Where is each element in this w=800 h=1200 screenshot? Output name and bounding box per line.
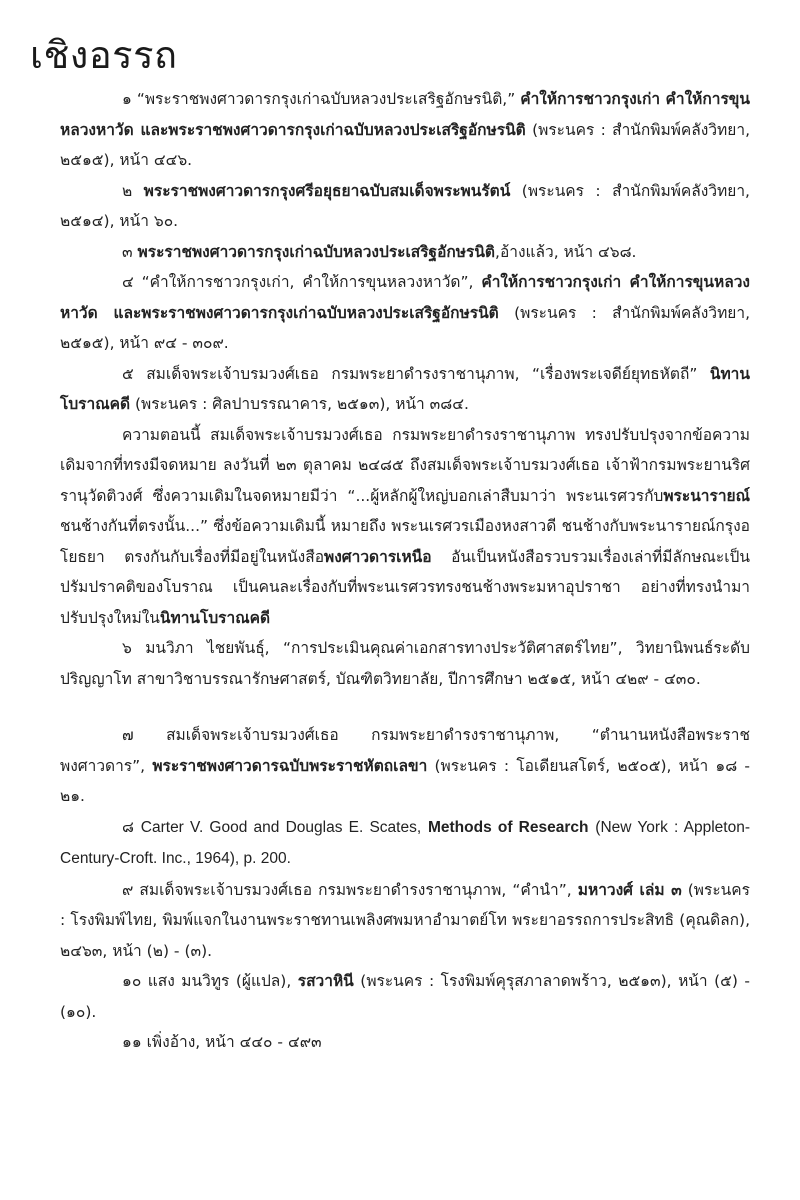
footnote-publication: (พระนคร : สำนักพิมพ์คลังวิทยา, ๒๕๑๕), หน้า ๙๔ - ๓๐๙. [60,303,750,352]
footnote-number: ๘ [122,817,134,836]
footnote-publication: (พระนคร : โรงพิมพ์ไทย, พิมพ์แจกในงานพระราชทานเพลิงศพมหาอำมาตย์โท พระยาอรรถการประสิทธิ (คุณดิลก), ๒๔๖๓, หน้า (๒) - (๓). [60,880,750,960]
footnote-11 [60,1027,750,1058]
footnote-publication: (พระนคร : สำนักพิมพ์คลังวิทยา, ๒๕๑๕), หน้า ๔๔๖. [60,120,750,169]
commentary-bold-a: พระนารายณ์ [663,486,750,505]
footnote-book-title: คำให้การชาวกรุงเก่า คำให้การขุนหลวงหาวัด และพระราชพงศาวดารกรุงเก่าฉบับหลวงประเสริฐอักษรนิติ [60,90,750,139]
footnote-9 [60,875,750,967]
footnote-3 [60,237,750,268]
footnote-author: สมเด็จพระเจ้าบรมวงศ์เธอ กรมพระยาดำรงราชานุภาพ, [146,364,520,383]
footnote-number: ๑ [122,90,132,108]
footnote-publication: (พระนคร : โรงพิมพ์คุรุสภาลาดพร้าว, ๒๕๑๓), หน้า (๕) - (๑๐). [60,972,750,1021]
footnote-7 [60,720,750,812]
footnote-book-title: Methods of Research [427,818,589,836]
footnote-number: ๒ [122,181,133,200]
footnote-text: เพิ่งอ้าง, หน้า ๔๔๐ - ๔๙๓ [146,1033,322,1051]
footnote-author: มนวิภา ไชยพันธุ์, [145,639,270,657]
footnote-book-title: นิทานโบราณคดี [60,364,750,413]
footnote-6 [60,633,750,694]
footnote-5-commentary [60,420,750,634]
footnote-publication: (New York : Appleton-Century-Croft. Inc., 1964), p. 200. [60,818,750,867]
footnote-number: ๙ [122,880,134,899]
footnote-number: ๔ [122,273,134,291]
footnotes-list [60,84,750,1058]
footnote-4 [60,267,750,359]
footnote-publication: วิทยานิพนธ์ระดับปริญญาโท สาขาวิชาบรรณารักษศาสตร์, บัณฑิตวิทยาลัย, ปีการศึกษา ๒๕๑๕, หน้า ๔๒๙ - ๔๓๐. [60,639,750,688]
footnote-article-quote: “คำนำ”, [512,880,572,899]
footnote-publication: (พระนคร : ศิลปาบรรณาคาร, ๒๕๑๓), หน้า ๓๘๔. [134,395,469,413]
footnote-8 [60,812,750,875]
footnote-publication: (พระนคร : โอเดียนสโตร์, ๒๕๐๕), หน้า ๑๘ - ๒๑. [60,756,750,805]
commentary-text-c: อันเป็นหนังสือรวบรวมเรื่องเล่าที่มีลักษณะเป็นปรัมปราคติของโบราณ เป็นคนละเรื่องกับที่พระนเรศวรทรงชนช้างพระมหาอุปราชา อย่างที่ทรงนำมาปรับปรุงใหม่ใน [60,547,750,627]
section-gap [60,694,750,720]
page-title: เชิงอรรถ [30,33,178,77]
commentary-bold-b: พงศาวดารเหนือ [324,547,432,566]
footnote-publication: ,อ้างแล้ว, หน้า ๔๖๘. [495,242,637,261]
footnote-number: ๑๑ [122,1033,142,1051]
footnote-article-quote: “ตำนานหนังสือพระราชพงศาวดาร”, [60,726,750,775]
commentary-bold-c: นิทานโบราณคดี [159,608,271,627]
footnote-number: ๗ [122,726,134,744]
footnote-publication: (พระนคร : สำนักพิมพ์คลังวิทยา, ๒๕๑๔), หน้า ๖๐. [60,181,750,230]
footnote-article-quote: “พระราชพงศาวดารกรุงเก่าฉบับหลวงประเสริฐอักษรนิติ,” [136,90,516,108]
footnote-number: ๓ [122,242,133,261]
commentary-text-a: ความตอนนี้ สมเด็จพระเจ้าบรมวงศ์เธอ กรมพระยาดำรงราชานุภาพ ทรงปรับปรุงจากข้อความเดิมจากที่ทรงมีจดหมาย ลงวันที่ ๒๓ ตุลาคม ๒๔๘๕ ถึงสมเด็จพระเจ้าบรมวงศ์เธอ เจ้าฟ้ากรมพระยานริศรานุวัดติวงศ์ ซึ่งความเดิมในจดหมายมีว่า “...ผู้หลักผู้ใหญ่บอกเล่าสืบมาว่า พระนเรศวรกับ [60,425,750,505]
footnote-book-title: รสวาหินี [297,972,354,990]
footnote-book-title: มหาวงศ์ เล่ม ๓ [577,880,682,899]
footnote-number: ๑๐ [122,972,142,990]
commentary-text-b: ชนช้างกันที่ตรงนั้น...” ซึ่งข้อความเดิมนี้ หมายถึง พระนเรศวรเมืองหงสาวดี ชนช้างกับพระนารายณ์กรุงอโยธยา ตรงกันกับเรื่องที่มีอยู่ในหนังสือ [60,517,750,566]
footnote-number: ๖ [122,639,132,657]
footnote-number: ๕ [122,364,134,383]
footnote-author: สมเด็จพระเจ้าบรมวงศ์เธอ กรมพระยาดำรงราชานุภาพ, [139,880,507,899]
footnote-2 [60,176,750,237]
footnote-article-quote: “คำให้การชาวกรุงเก่า, คำให้การขุนหลวงหาวัด”, [141,273,474,291]
footnote-book-title: พระราชพงศาวดารกรุงศรีอยุธยาฉบับสมเด็จพระพนรัตน์ [143,181,511,200]
footnote-book-title: พระราชพงศาวดารกรุงเก่าฉบับหลวงประเสริฐอักษรนิติ [137,242,496,261]
footnote-10 [60,966,750,1027]
footnote-author: สมเด็จพระเจ้าบรมวงศ์เธอ กรมพระยาดำรงราชานุภาพ, [166,726,560,744]
footnote-author: แสง มนวิทูร (ผู้แปล), [147,972,292,990]
footnote-article-quote: “การประเมินคุณค่าเอกสารทางประวัติศาสตร์ไทย”, [282,639,623,657]
footnote-article-quote: “เรื่องพระเจดีย์ยุทธหัตถี” [531,364,698,383]
footnote-5 [60,359,750,420]
footnote-book-title: คำให้การชาวกรุงเก่า คำให้การขุนหลวงหาวัด และพระราชพงศาวดารกรุงเก่าฉบับหลวงประเสริฐอักษรนิติ [60,273,750,322]
footnote-book-title: พระราชพงศาวดารฉบับพระราชหัตถเลขา [152,756,428,775]
footnote-author: Carter V. Good and Douglas E. Scates, [140,818,422,836]
footnote-1 [60,84,750,176]
